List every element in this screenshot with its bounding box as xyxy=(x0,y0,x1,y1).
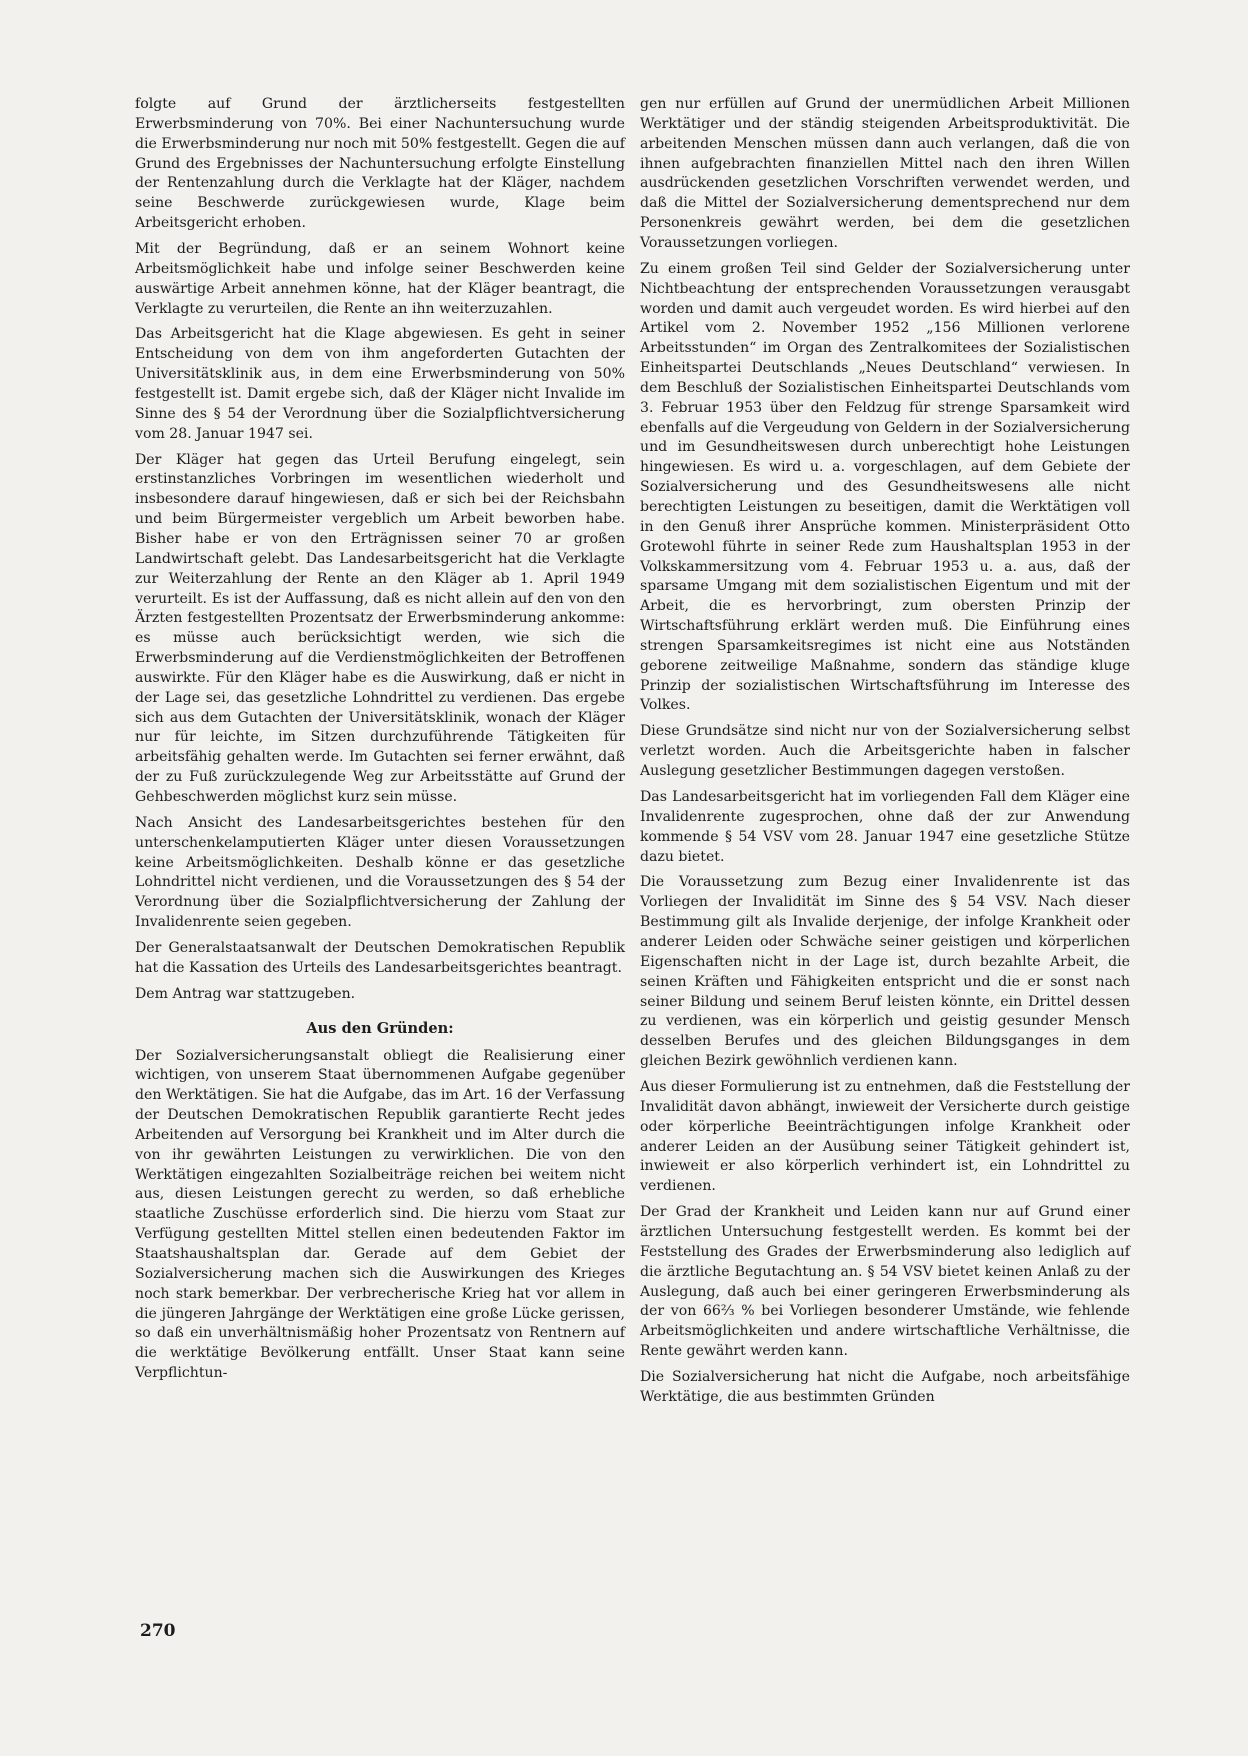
page-number: 270 xyxy=(140,1621,176,1641)
right-column xyxy=(640,95,1130,1414)
section-heading: Aus den Gründen: xyxy=(306,1019,454,1037)
paragraph: Die Sozialversicherung hat nicht die Aufgabe, noch arbeitsfähige Werktätige, die aus bestimmten Gründen xyxy=(640,1368,1130,1405)
paragraph: folgte auf Grund der ärztlicherseits festgestellten Erwerbsminderung von 70%. Bei einer Nachuntersuchung wurde die Erwerbsminderung nur noch mit 50% festgestellt. Gegen die auf Grund des Ergebnisses der Nachuntersuchung erfolgte Einstellung der Rentenzahlung durch die Verklagte hat der Kläger, nachdem seine Beschwerde zurückgewiesen wurde, Klage beim Arbeitsgericht erhoben. xyxy=(135,96,625,232)
paragraph: Das Arbeitsgericht hat die Klage abgewiesen. Es geht in seiner Entscheidung von dem von ihm angeforderten Gutachten der Universitätsklinik aus, in dem eine Erwerbsminderung von 50% festgestellt ist. Damit ergebe sich, daß der Kläger nicht Invalide im Sinne des § 54 der Verordnung über die Sozialpflichtversicherung vom 28. Januar 1947 sei. xyxy=(135,326,625,442)
paragraph: Dem Antrag war stattzugeben. xyxy=(135,985,356,1002)
paragraph: Nach Ansicht des Landesarbeitsgerichtes bestehen für den unterschenkelamputierten Kläger unter diesen Voraussetzungen keine Arbeitsmöglichkeiten. Deshalb könne er das gesetzliche Lohndrittel nicht verdienen, und die Voraussetzungen des § 54 der Verordnung über die Sozialpflichtversicherung der Zahlung der Invalidenrente seien gegeben. xyxy=(135,814,625,931)
paragraph: Aus dieser Formulierung ist zu entnehmen, daß die Feststellung der Invalidität davon abhängt, inwieweit der Versicherte durch geistige oder körperliche Beeinträchtigungen infolge Krankheit oder anderer Leiden an der Ausübung seiner Tätigkeit gehindert ist, inwieweit er also körperlich verhindert ist, ein Lohndrittel zu verdienen. xyxy=(640,1078,1130,1195)
paragraph: Der Grad der Krankheit und Leiden kann nur auf Grund einer ärztlichen Untersuchung festgestellt werden. Es kommt bei der Feststellung des Grades der Erwerbsminderung also lediglich auf die ärztliche Begutachtung an. § 54 VSV bietet keinen Anlaß zu der Auslegung, daß auch bei einer geringeren Erwerbsminderung als der von 66⅔ % bei Vorliegen besonderer Umstände, wie fehlende Arbeitsmöglichkeiten und andere wirtschaftliche Verhältnisse, die Rente gewährt werden kann. xyxy=(640,1204,1130,1360)
paragraph: Die Voraussetzung zum Bezug einer Invalidenrente ist das Vorliegen der Invalidität im Sinne des § 54 VSV. Nach dieser Bestimmung gilt als Invalide derjenige, der infolge Krankheit oder anderer Leiden oder Schwäche seiner geistigen und körperlichen Eigenschaften nicht in der Lage ist, durch bezahlte Arbeit, die seinen Kräften und Fähigkeiten entspricht und die er sonst nach seiner Bildung und seinem Beruf leisten könnte, ein Drittel dessen zu verdienen, was ein körperlich und geistig gesunder Mensch desselben Berufes und des gleichen Bildungsganges in dem gleichen Bezirk gewöhnlich verdienen kann. xyxy=(640,874,1130,1070)
paragraph: Zu einem großen Teil sind Gelder der Sozialversicherung unter Nichtbeachtung der entsprechenden Voraussetzungen verausgabt worden und damit auch vergeudet worden. Es wird hierbei auf den Artikel vom 2. November 1952 „156 Millionen verlorene Arbeitsstunden“ im Organ des Zentralkomitees der Sozialistischen Einheitspartei Deutschlands „Neues Deutschland“ verwiesen. In dem Beschluß der Sozialistischen Einheitspartei Deutschlands vom 3. Februar 1953 über den Feldzug für strenge Sparsamkeit wird ebenfalls auf die Vergeudung von Geldern in der Sozialversicherung und im Gesundheitswesen durch unberechtigt hohe Leistungen hingewiesen. Es wird u. a. vorgeschlagen, auf dem Gebiete der Sozialversicherung und des Gesundheitswesens alle nicht berechtigten Leistungen zu beseitigen, damit die Werktätigen voll in den Genuß ihrer Ansprüche kommen. Ministerpräsident Otto Grotewohl führte in seiner Rede zum Haushaltsplan 1953 in der Volkskammersitzung vom 4. Februar 1953 u. a. aus, daß der sparsame Umgang mit dem sozialistischen Eigentum und mit der Arbeit, die es hervorbringt, zum obersten Prinzip der Wirtschaftsführung erklärt werden muß. Die Einführung eines strengen Sparsamkeitsregimes ist nicht eine aus Notständen geborene zeitweilige Maßnahme, sondern das ständige kluge Prinzip der sozialistischen Wirtschaftsführung im Interesse des Volkes. xyxy=(640,260,1130,714)
paragraph: Mit der Begründung, daß er an seinem Wohnort keine Arbeitsmöglichkeit habe und infolge seiner Beschwerden keine auswärtige Arbeit annehmen könne, hat der Kläger beantragt, die Verklagte zu verurteilen, die Rente an ihn weiterzuzahlen. xyxy=(135,241,625,317)
paragraph: gen nur erfüllen auf Grund der unermüdlichen Arbeit Millionen Werktätiger und der ständig steigenden Arbeitsproduktivität. Die arbeitenden Menschen müssen dann auch verlangen, daß die von ihnen aufgebrachten finanziellen Mittel nach den ihren Willen ausdrückenden gesetzlichen Vorschriften verwendet werden, und daß die Mittel der Sozialversicherung dementsprechend nur dem Personenkreis gewährt werden, bei dem die gesetzlichen Voraussetzungen vorliegen. xyxy=(640,96,1130,251)
paragraph: Der Generalstaatsanwalt der Deutschen Demokratischen Republik hat die Kassation des Urteils des Landesarbeitsgerichtes beantragt. xyxy=(135,940,625,976)
paragraph: Der Kläger hat gegen das Urteil Berufung eingelegt, sein erstinstanzliches Vorbringen im wesentlichen wiederholt und insbesondere darauf hingewiesen, daß er sich bei der Reichsbahn und beim Bürgermeister vergeblich um Arbeit beworben habe. Bisher habe er von den Erträgnissen seiner 70 ar großen Landwirtschaft gelebt. Das Landesarbeitsgericht hat die Verklagte zur Weiterzahlung der Rente an den Kläger ab 1. April 1949 verurteilt. Es ist der Auffassung, daß es nicht allein auf den von den Ärzten festgestellten Prozentsatz der Erwerbsminderung ankomme: es müsse auch berücksichtigt werden, wie sich die Erwerbsminderung auf die Verdienstmöglichkeiten der Betroffenen auswirkte. Für den Kläger habe es die Auswirkung, daß er nicht in der Lage sei, das gesetzliche Lohndrittel zu verdienen. Das ergebe sich aus dem Gutachten der Universitätsklinik, wonach der Kläger nur für leichte, im Sitzen durchzuführende Tätigkeiten für arbeitsfähig gehalten werde. Im Gutachten sei ferner erwähnt, daß der zu Fuß zurückzulegende Weg zur Arbeitsstätte auf Grund der Gehbeschwerden möglichst kurz sein müsse. xyxy=(135,451,625,805)
paragraph: Diese Grundsätze sind nicht nur von der Sozialversicherung selbst verletzt worden. Auch die Arbeitsgerichte haben in falscher Auslegung gesetzlicher Bestimmungen dagegen verstoßen. xyxy=(640,723,1130,780)
left-column xyxy=(135,95,625,1390)
paragraph: Der Sozialversicherungsanstalt obliegt die Realisierung einer wichtigen, von unserem Staat übernommenen Aufgabe gegenüber den Werktätigen. Sie hat die Aufgabe, das im Art. 16 der Verfassung der Deutschen Demokratischen Republik garantierte Recht jedes Arbeitenden auf Versorgung bei Krankheit und im Alter durch die von ihr gewährten Leistungen zu verwirklichen. Die von den Werktätigen eingezahlten Sozialbeiträge reichen bei weitem nicht aus, diesen Leistungen gerecht zu werden, so daß erhebliche staatliche Zuschüsse erforderlich sind. Die hierzu vom Staat zur Verfügung gestellten Mittel stellen einen bedeutenden Faktor im Staatshaushaltsplan dar. Gerade auf dem Gebiet der Sozialversicherung machen sich die Auswirkungen des Krieges noch stark bemerkbar. Der verbrecherische Krieg hat vor allem in die jüngeren Jahrgänge der Werktätigen eine große Lücke gerissen, so daß ein unverhältnismäßig hoher Prozentsatz von Rentnern auf die werktätige Bevölkerung entfällt. Unser Staat kann seine Verpflichtun- xyxy=(135,1047,625,1382)
paragraph: Das Landesarbeitsgericht hat im vorliegenden Fall dem Kläger eine Invalidenrente zugesprochen, ohne daß der zur Anwendung kommende § 54 VSV vom 28. Januar 1947 eine gesetzliche Stütze dazu bietet. xyxy=(640,788,1130,865)
